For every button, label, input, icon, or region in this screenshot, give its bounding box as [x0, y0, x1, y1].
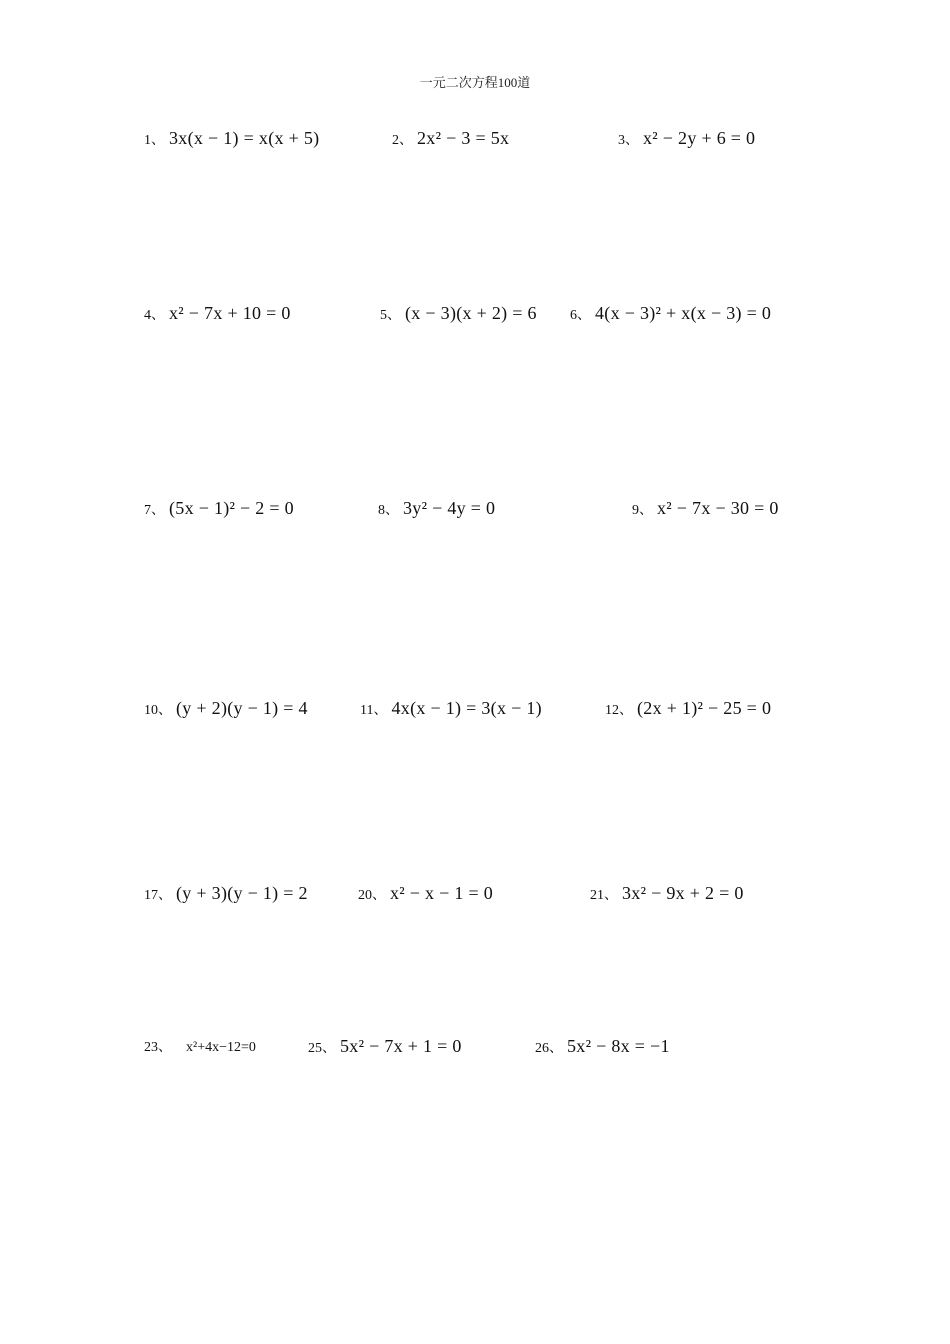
problem-number: 1、 [144, 133, 165, 148]
problem-number: 11、 [360, 703, 388, 718]
problem-number: 25、 [308, 1041, 336, 1056]
problem-number: 17、 [144, 888, 172, 903]
problem-equation: x²+4x−12=0 [186, 1040, 256, 1055]
problem-number: 8、 [378, 503, 399, 518]
problem-equation: 5x² − 7x + 1 = 0 [340, 1036, 462, 1056]
problem-5 [380, 303, 537, 324]
problem-26 [535, 1036, 670, 1057]
problem-equation: 3y² − 4y = 0 [403, 498, 496, 518]
problem-number: 7、 [144, 503, 165, 518]
problem-number: 12、 [605, 703, 633, 718]
problem-equation: x² − 7x − 30 = 0 [657, 498, 779, 518]
problem-equation: (5x − 1)² − 2 = 0 [169, 498, 294, 518]
problem-equation: (y + 2)(y − 1) = 4 [176, 698, 308, 718]
problem-9 [632, 498, 779, 519]
problem-6 [570, 303, 771, 324]
problem-equation: 3x² − 9x + 2 = 0 [622, 883, 744, 903]
problem-4 [144, 303, 291, 324]
problem-number: 21、 [590, 888, 618, 903]
problem-number: 26、 [535, 1041, 563, 1056]
problem-equation: x² − 7x + 10 = 0 [169, 303, 291, 323]
problem-number: 6、 [570, 308, 591, 323]
problem-equation: 4x(x − 1) = 3(x − 1) [391, 698, 542, 718]
problem-equation: (y + 3)(y − 1) = 2 [176, 883, 308, 903]
problem-equation: 3x(x − 1) = x(x + 5) [169, 128, 320, 148]
problem-11 [360, 698, 542, 719]
problem-number: 23、 [144, 1040, 172, 1055]
problem-equation: x² − 2y + 6 = 0 [643, 128, 756, 148]
problem-21 [590, 883, 744, 904]
problem-equation: (x − 3)(x + 2) = 6 [405, 303, 537, 323]
page-title: 一元二次方程100道 [419, 75, 531, 90]
problem-7 [144, 498, 294, 519]
problem-number: 20、 [358, 888, 386, 903]
problem-20 [358, 883, 493, 904]
problem-3 [618, 128, 755, 149]
problem-number: 5、 [380, 308, 401, 323]
problem-number: 2、 [392, 133, 413, 148]
problem-8 [378, 498, 495, 519]
problem-10 [144, 698, 308, 719]
problem-25 [308, 1036, 462, 1057]
problem-17 [144, 883, 308, 904]
problem-equation: x² − x − 1 = 0 [390, 883, 494, 903]
problem-equation: 5x² − 8x = −1 [567, 1036, 670, 1056]
problem-2 [392, 128, 509, 149]
problem-number: 3、 [618, 133, 639, 148]
problem-equation: 4(x − 3)² + x(x − 3) = 0 [595, 303, 772, 323]
problem-23 [144, 1036, 256, 1056]
problem-equation: 2x² − 3 = 5x [417, 128, 510, 148]
problem-equation: (2x + 1)² − 25 = 0 [637, 698, 772, 718]
problem-12 [605, 698, 771, 719]
problem-number: 9、 [632, 503, 653, 518]
problem-1 [144, 128, 319, 149]
problem-number: 4、 [144, 308, 165, 323]
problem-number: 10、 [144, 703, 172, 718]
